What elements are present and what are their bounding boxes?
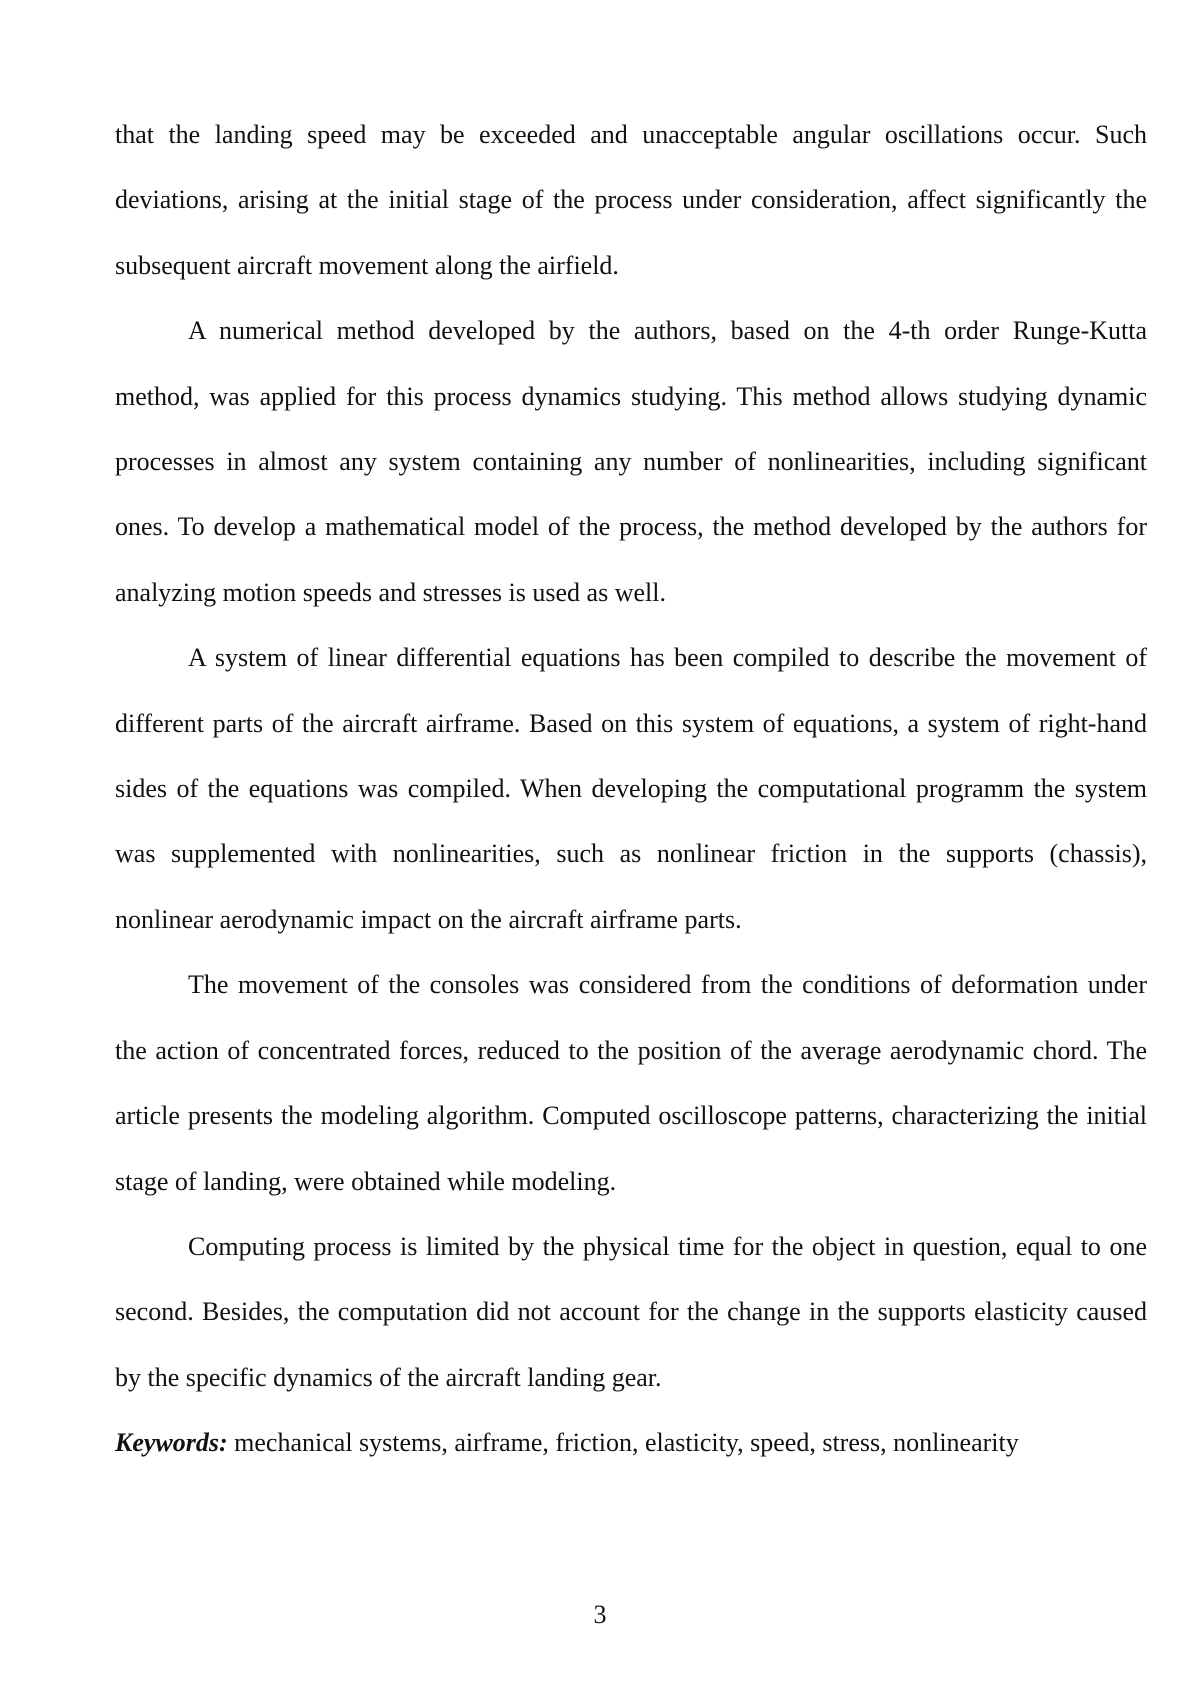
paragraph-linear-equations: A system of linear differential equations has been compiled to describe the movement of different parts of the aircraft airframe. Based on this system of equations, a system of right-hand sides of the equations was compiled. When developing the computational programm the system was supplemented with nonlinearities, such as nonlinear friction in the supports (chassis), nonlinear aerodynamic impact on the aircraft airframe parts. bbox=[115, 643, 1147, 934]
page-number: 3 bbox=[593, 1600, 607, 1629]
paragraph-numerical-method: A numerical method developed by the authors, based on the 4-th order Runge-Kutta method, was applied for this process dynamics studying. This method allows studying dynamic processes in almost any system containing any number of nonlinearities, including significant ones. To develop a mathematical model of the process, the method developed by the authors for analyzing motion speeds and stresses is used as well. bbox=[115, 316, 1147, 607]
body-text bbox=[115, 102, 1147, 1476]
keywords-label: Keywords: bbox=[115, 1428, 228, 1458]
keywords-line bbox=[115, 1410, 1147, 1475]
paragraph-consoles-movement: The movement of the consoles was considered from the conditions of deformation under the action of concentrated forces, reduced to the position of the average aerodynamic chord. The article presents the modeling algorithm. Computed oscilloscope patterns, characterizing the initial stage of landing, were obtained while modeling. bbox=[115, 970, 1147, 1196]
keywords-text: mechanical systems, airframe, friction, elasticity, speed, stress, nonlinearity bbox=[227, 1428, 1019, 1458]
paragraph-continuation: that the landing speed may be exceeded and unacceptable angular oscillations occur. Such deviations, arising at the initial stage of the process under consideration, affect significantly the subsequent aircraft movement along the airfield. bbox=[115, 120, 1147, 280]
paragraph-computing-process: Computing process is limited by the physical time for the object in question, equal to one second. Besides, the computation did not account for the change in the supports elasticity caused by the specific dynamics of the aircraft landing gear. bbox=[115, 1231, 1147, 1392]
